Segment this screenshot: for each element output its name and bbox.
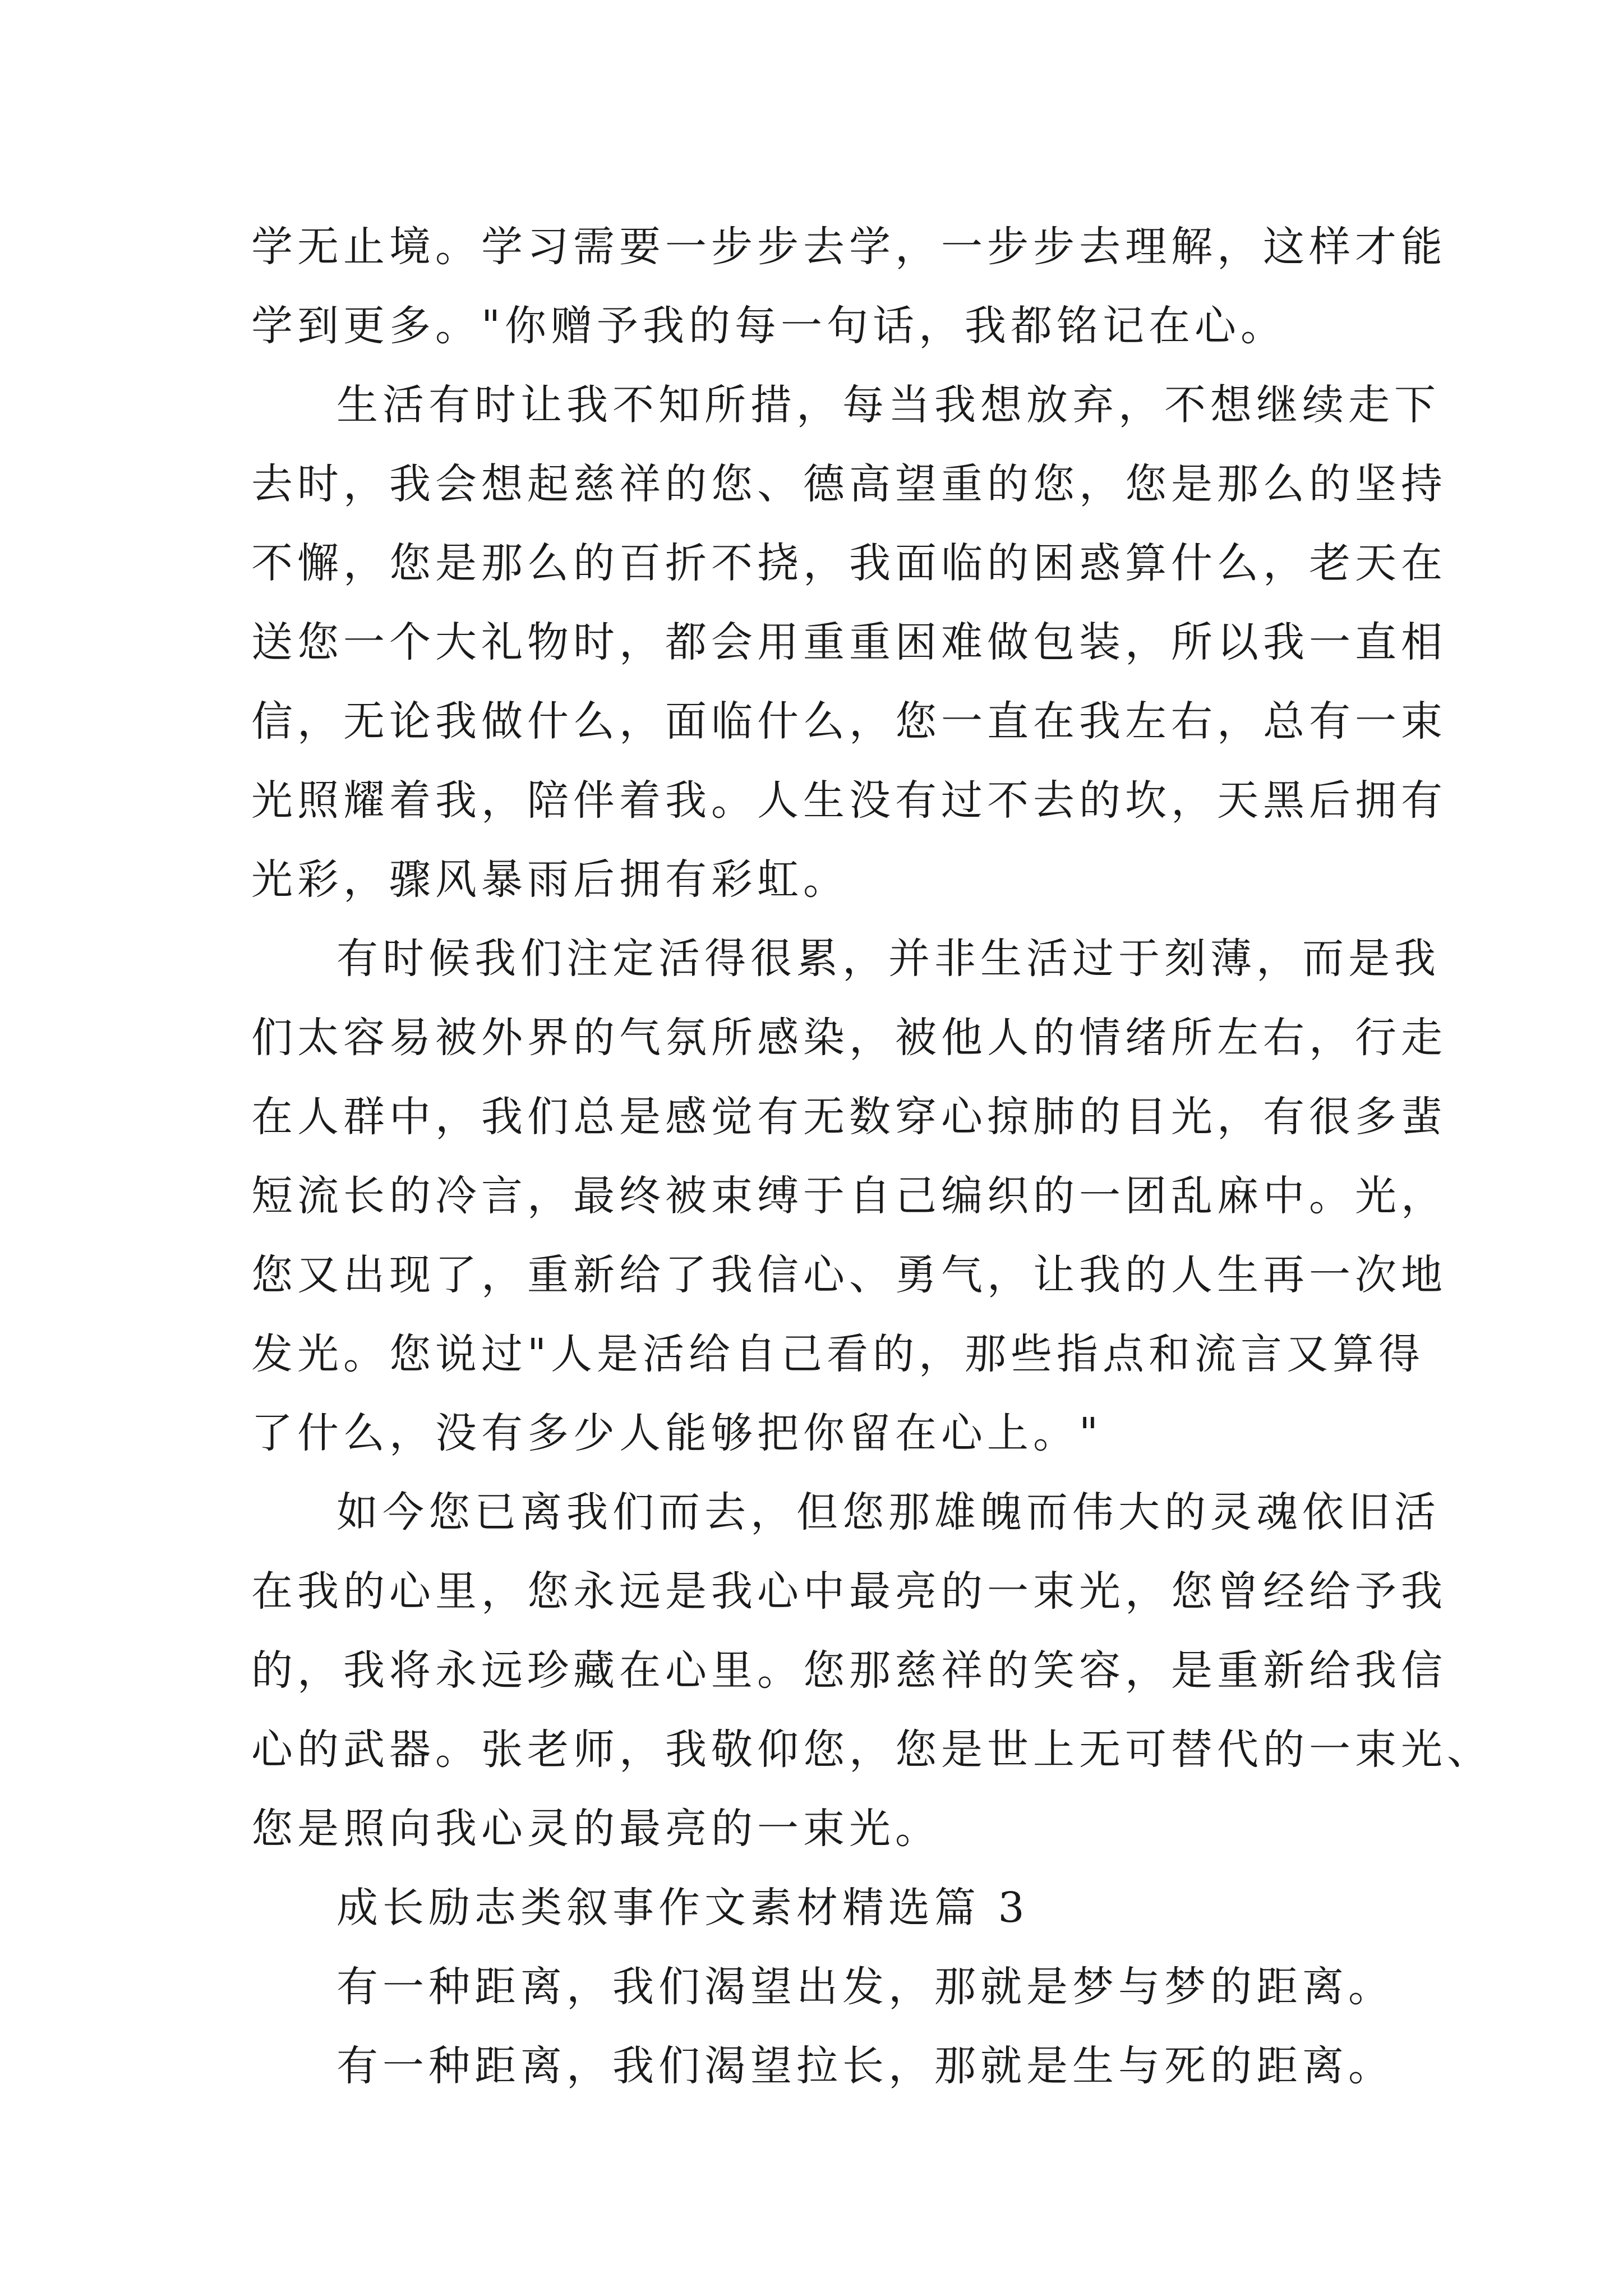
text-line: 去时，我会想起慈祥的您、德高望重的您，您是那么的坚持 [251,460,1447,508]
text-line: 有一种距离，我们渴望出发，那就是梦与梦的距离。 [336,1963,1394,2011]
section-heading: 成长励志类叙事作文素材精选篇 3 [336,1884,1029,1932]
text-line: 光彩，骤风暴雨后拥有彩虹。 [251,855,849,904]
text-line: 如今您已离我们而去，但您那雄魄而伟大的灵魂依旧活 [336,1488,1440,1536]
body-text [251,208,1493,2106]
text-line: 发光。您说过"人是活给自己看的，那些指点和流言又算得 [251,1330,1425,1378]
text-line: 短流长的冷言，最终被束缚于自己编织的一团乱麻中。光， [251,1172,1447,1220]
text-line: 光照耀着我，陪伴着我。人生没有过不去的坎，天黑后拥有 [251,776,1447,825]
text-line: 生活有时让我不知所措，每当我想放弃，不想继续走下 [336,381,1440,429]
text-line: 您又出现了，重新给了我信心、勇气，让我的人生再一次地 [251,1251,1447,1299]
text-line: 的，我将永远珍藏在心里。您那慈祥的笑容，是重新给我信 [251,1646,1447,1695]
text-line: 送您一个大礼物时，都会用重重困难做包装，所以我一直相 [251,618,1447,666]
text-line: 了什么，没有多少人能够把你留在心上。" [251,1409,1103,1457]
text-line: 们太容易被外界的气氛所感染，被他人的情绪所左右，行走 [251,1014,1447,1062]
text-line: 心的武器。张老师，我敬仰您，您是世上无可替代的一束光、 [251,1726,1493,1774]
text-line: 不懈，您是那么的百折不挠，我面临的困惑算什么，老天在 [251,539,1447,587]
text-line: 在人群中，我们总是感觉有无数穿心掠肺的目光，有很多蜚 [251,1093,1447,1141]
text-line: 有一种距离，我们渴望拉长，那就是生与死的距离。 [336,2042,1394,2090]
text-line: 学到更多。"你赠予我的每一句话，我都铭记在心。 [251,302,1287,350]
text-line: 在我的心里，您永远是我心中最亮的一束光，您曾经给予我 [251,1567,1447,1616]
text-line: 您是照向我心灵的最亮的一束光。 [251,1805,941,1853]
text-line: 学无止境。学习需要一步步去学，一步步去理解，这样才能 [251,223,1447,271]
text-line: 信，无论我做什么，面临什么，您一直在我左右，总有一束 [251,697,1447,746]
text-line: 有时候我们注定活得很累，并非生活过于刻薄，而是我 [336,935,1440,983]
